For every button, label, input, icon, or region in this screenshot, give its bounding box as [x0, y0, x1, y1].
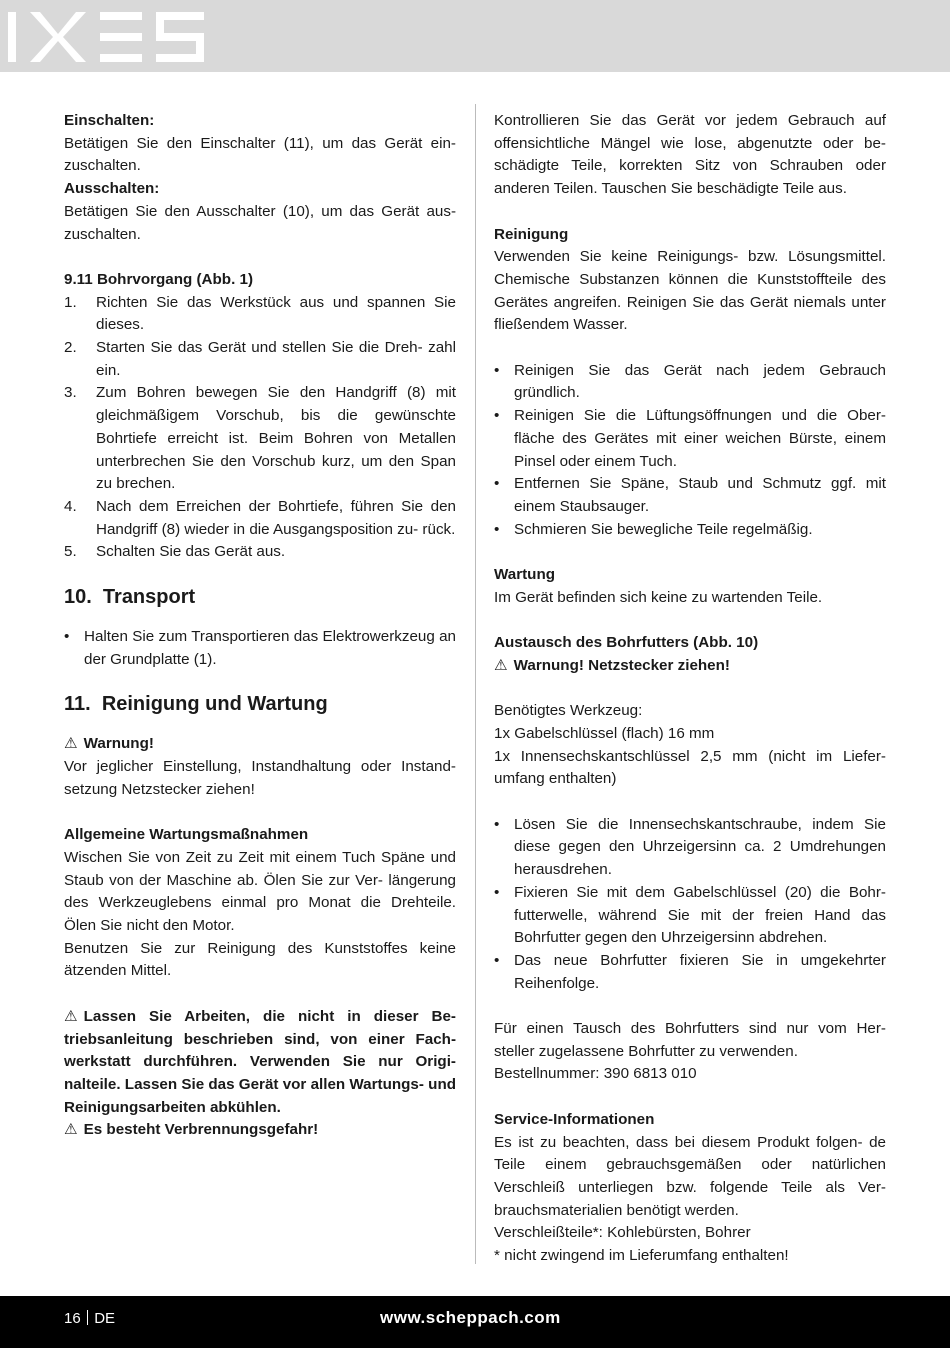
page-footer — [0, 1296, 950, 1348]
column-divider — [475, 104, 476, 1264]
tausch-text: Für einen Tausch des Bohrfutters sind nur vom Her- steller zugelassene Bohrfutter zu verwenden. — [494, 1020, 886, 1060]
transport-heading: 10. Transport — [64, 586, 196, 609]
warning-triangle-icon: ⚠ — [64, 735, 78, 753]
netzstecker-warning: ⚠ Warnung! Netzstecker ziehen! — [494, 655, 886, 678]
warning-triangle-icon: ⚠ — [64, 1121, 78, 1139]
list-item: • Schmieren Sie bewegliche Teile regelmäßig. — [494, 519, 886, 542]
allgemein-title: Allgemeine Wartungsmaßnahmen — [64, 826, 309, 844]
list-item: • Entfernen Sie Späne, Staub und Schmutz ggf. mit einem Staubsauger. — [494, 473, 886, 518]
warning-triangle-icon: ⚠ — [64, 1007, 78, 1025]
einschalten-text: Betätigen Sie den Einschalter (11), um das Gerät ein- zuschalten. — [64, 134, 456, 175]
list-item: 5. Schalten Sie das Gerät aus. — [64, 543, 286, 561]
warnung-text: Vor jeglicher Einstellung, Instandhaltung oder Instand- setzung Netzstecker ziehen! — [64, 758, 456, 798]
wartung-heading: 11. Reinigung und Wartung — [64, 693, 328, 716]
ausschalten-title: Ausschalten: — [64, 180, 160, 198]
allgemein-text-2: Benutzen Sie zur Reinigung des Kunststoffes keine ätzenden Mittel. — [64, 939, 456, 980]
list-item: • Fixieren Sie mit dem Gabelschlüssel (20) die Bohr- futterwelle, während Sie mit der freien Hand das Bohrfutter gegen den Uhrzeigersinn abdrehen. — [494, 882, 886, 950]
service-text: Es ist zu beachten, dass bei diesem Produkt folgen- de Teile einem gebrauchsgemäßen oder natürlichen Verschleiß unterliegen bzw. folgende Teile als Ver- brauchsmaterialien benötigt werden. — [494, 1133, 886, 1219]
reinigung-title: Reinigung — [494, 225, 569, 243]
bohrvorgang-steps — [64, 292, 456, 564]
list-item: • Reinigen Sie die Lüftungsöffnungen und die Ober- fläche des Gerätes mit einer weichen Bürste, einem Pinsel oder einem Tuch. — [494, 405, 886, 473]
list-item: • Halten Sie zum Transportieren das Elektrowerkzeug an der Grundplatte (1). — [64, 626, 456, 671]
separator — [87, 1310, 89, 1325]
werkzeug-item-1: 1x Gabelschlüssel (flach) 16 mm — [494, 724, 715, 742]
fachwerkstatt-warning: ⚠ Lassen Sie Arbeiten, die nicht in dieser Be- triebsanleitung beschrieben sind, von einer Fach- werkstatt durchführen. Verwenden Sie nur Origi- nalteile. Lassen Sie das Gerät vor allen Wartungs- und Reinigungsarbeiten abkühlen. — [64, 1007, 456, 1116]
footnote: * nicht zwingend im Lieferumfang enthalten! — [494, 1247, 789, 1265]
bestellnummer: Bestellnummer: 390 6813 010 — [494, 1065, 697, 1083]
verbrennung-warning: ⚠ Es besteht Verbrennungsgefahr! — [64, 1119, 456, 1142]
list-item: • Lösen Sie die Innensechskantschraube, indem Sie diese gegen den Uhrzeigersinn ca. 2 Umdrehungen herausdrehen. — [494, 814, 886, 882]
werkzeug-item-2: 1x Innensechskantschlüssel 2,5 mm (nicht im Liefer- umfang enthalten) — [494, 747, 886, 788]
page-number: 16 DE — [64, 1310, 116, 1327]
austausch-title: Austausch des Bohrfutters (Abb. 10) — [494, 634, 759, 652]
warning-triangle-icon: ⚠ — [494, 656, 508, 674]
wartung-text: Im Gerät befinden sich keine zu wartenden Teile. — [494, 588, 823, 606]
verschleissteile: Verschleißteile*: Kohlebürsten, Bohrer — [494, 1224, 751, 1242]
wartung-title: Wartung — [494, 566, 556, 584]
brand-logo — [8, 10, 208, 64]
list-item: 1. Richten Sie das Werkstück aus und spannen Sie dieses. — [64, 293, 456, 334]
list-item: • Reinigen Sie das Gerät nach jedem Gebrauch gründlich. — [494, 360, 886, 405]
list-item: 2. Starten Sie das Gerät und stellen Sie die Dreh- zahl ein. — [64, 339, 456, 379]
ausschalten-text: Betätigen Sie den Ausschalter (10), um das Gerät aus- zuschalten. — [64, 202, 456, 243]
transport-list — [64, 626, 456, 671]
reinigung-list — [494, 360, 886, 542]
allgemein-text-1: Wischen Sie von Zeit zu Zeit mit einem Tuch Späne und Staub von der Maschine ab. Ölen Sie zur Ver- längerung des Werkzeuglebens einmal pro Monat die Drehteile. Ölen Sie nicht den Motor. — [64, 848, 456, 935]
list-item: 4. Nach dem Erreichen der Bohrtiefe, führen Sie den Handgriff (8) wieder in die Ausgangsposition zu- rück. — [64, 497, 456, 538]
bohrvorgang-title: 9.11 Bohrvorgang (Abb. 1) — [64, 270, 254, 288]
website-link[interactable]: www.scheppach.com — [380, 1308, 561, 1327]
reinigung-text: Verwenden Sie keine Reinigungs- bzw. Lösungsmittel. Chemische Substanzen können die Kunststoffteile des Gerätes angreifen. Reinigen Sie das Gerät niemals unter fließendem Wasser. — [494, 248, 886, 334]
page-header — [0, 0, 950, 72]
right-column — [494, 110, 886, 1268]
kontroll-text: Kontrollieren Sie das Gerät vor jedem Gebrauch auf offensichtliche Mängel wie lose, abgenutzte oder be- schädigte Teile, korrekten Sitz von Schrauben oder anderen Teilen. Tauschen Sie beschädigte Teile aus. — [494, 112, 886, 198]
service-title: Service-Informationen — [494, 1110, 655, 1128]
austausch-list — [494, 814, 886, 996]
einschalten-title: Einschalten: — [64, 112, 155, 129]
left-column — [64, 110, 456, 1142]
list-item: 3. Zum Bohren bewegen Sie den Handgriff (8) mit gleichmäßigem Vorschub, bis die gewünschte Bohrtiefe erreicht ist. Beim Bohren von Metallen unterbrechen Sie den Vorschub kurz, um den Span zu brechen. — [64, 384, 456, 493]
werkzeug-title: Benötigtes Werkzeug: — [494, 702, 643, 720]
list-item: • Das neue Bohrfutter fixieren Sie in umgekehrter Reihenfolge. — [494, 950, 886, 995]
warnung-line: ⚠ Warnung! — [64, 733, 456, 756]
